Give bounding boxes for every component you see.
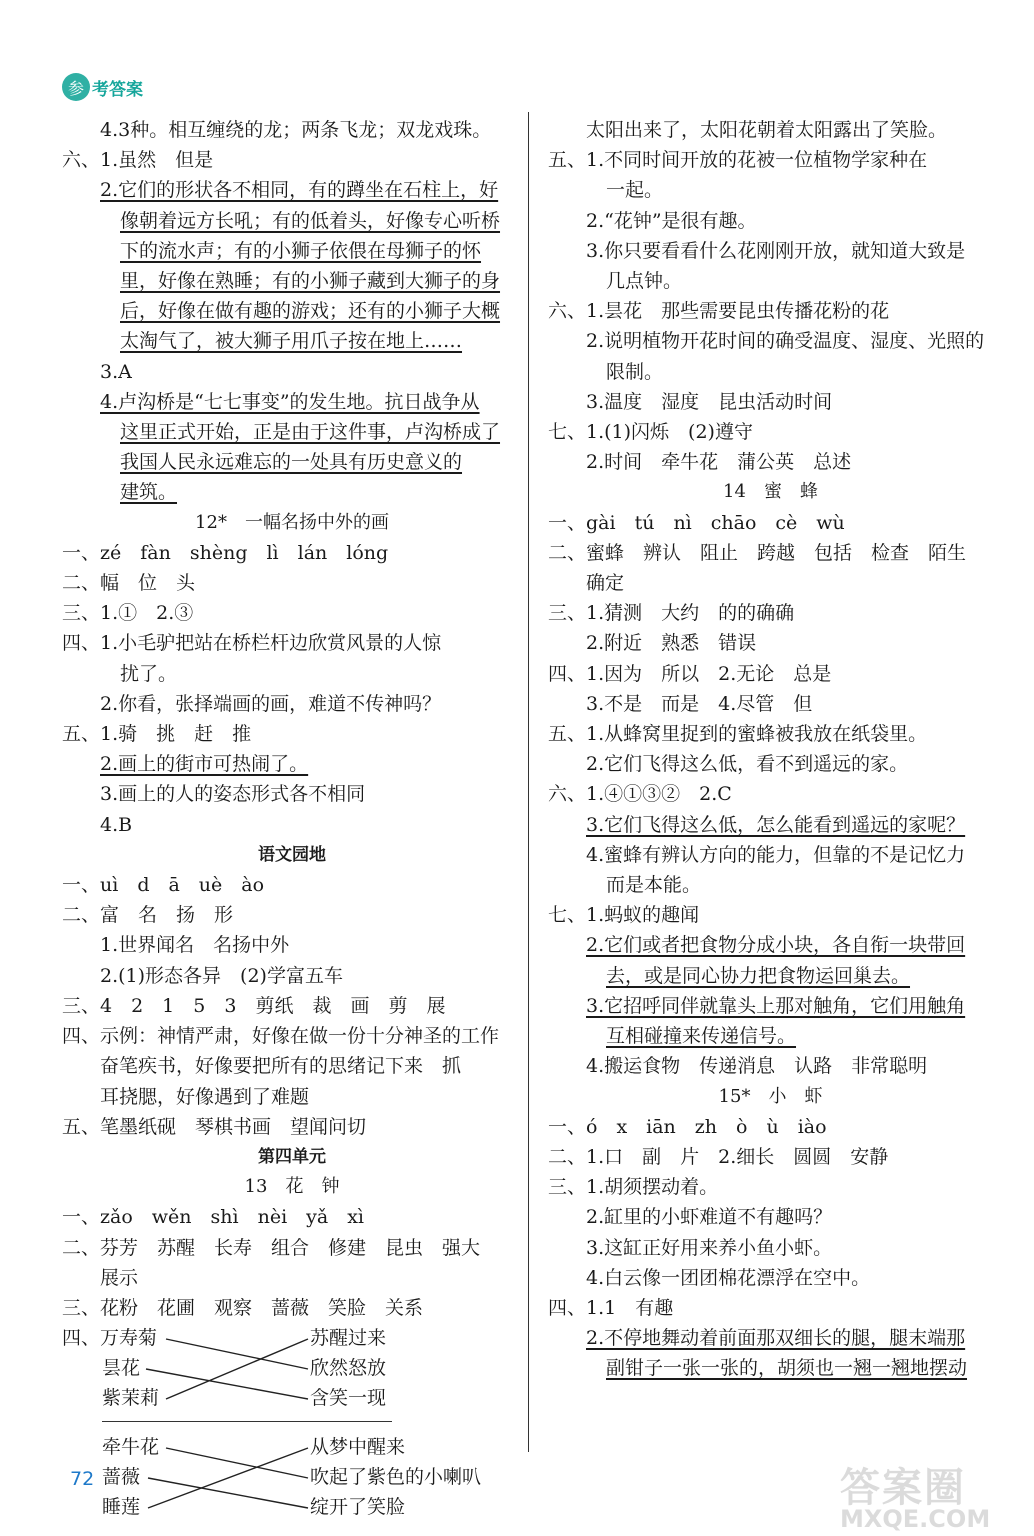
matching-exercise-2	[62, 1432, 522, 1522]
answer-line: 2.“花钟”是很有趣。	[586, 209, 757, 232]
answer-line: 4.卢沟桥是“七七事变”的发生地。抗日战争从	[100, 390, 480, 413]
matching-exercise-1	[62, 1323, 522, 1413]
answer-line: 3.你只要看看什么花刚刚开放，就知道大致是	[586, 239, 966, 262]
answer-line: 4.B	[100, 813, 133, 836]
answer-line: 2.(1)形态各异 (2)学富五车	[100, 964, 343, 987]
match-right-item: 从梦中醒来	[310, 1436, 406, 1459]
answer-line: 2.不停地舞动着前面那双细长的腿，腿末端那	[586, 1327, 966, 1350]
answer-line: 五、1.从蜂窝里捉到的蜜蜂被我放在纸袋里。	[548, 723, 928, 746]
answer-line: 二、幅 位 头	[62, 572, 196, 595]
match-left-item: 四、万寿菊	[62, 1327, 158, 1350]
answer-line: 3.这缸正好用来养小鱼小虾。	[586, 1236, 833, 1259]
answer-line: 一、uì d ā uè ào	[62, 874, 265, 897]
match-left-item: 昙花	[102, 1357, 141, 1380]
answer-line: 六、1.④①③② 2.C	[548, 783, 732, 806]
left-column	[62, 115, 522, 1522]
match-right-item: 绽开了笑脸	[310, 1496, 406, 1519]
answer-line: 一、gài tú nì chāo cè wù	[548, 511, 845, 534]
answer-line: 2.说明植物开花时间的确受温度、湿度、光照的	[586, 330, 985, 353]
match-right-item: 欣然怒放	[310, 1357, 387, 1380]
answer-line: 二、芬芳 苏醒 长寿 组合 修建 昆虫 强大	[62, 1236, 481, 1259]
answer-line: 3.画上的人的姿态形式各不相同	[100, 783, 366, 806]
match-right-item: 吹起了紫色的小喇叭	[310, 1466, 482, 1489]
answer-line: 二、1.口 副 片 2.细长 圆圆 安静	[548, 1145, 889, 1168]
answer-line: 下的流水声；有的小狮子依偎在母狮子的怀	[120, 239, 482, 262]
answer-line: 而是本能。	[606, 874, 702, 897]
answer-line: 这里正式开始，正是由于这件事，卢沟桥成了	[120, 421, 501, 444]
separator-line	[102, 1421, 392, 1422]
answer-line: 一、zé fàn shèng lì lán lóng	[62, 541, 389, 564]
answer-line: 三、1.猜测 大约 的的确确	[548, 602, 795, 625]
match-left-item: 睡莲	[102, 1496, 141, 1519]
answer-line: 3.不是 而是 4.尽管 但	[586, 692, 813, 715]
answer-line: 3.A	[100, 360, 132, 383]
answer-line: 2.它们飞得这么低，看不到遥远的家。	[586, 753, 909, 776]
lesson-title: 13 花 钟	[244, 1176, 340, 1198]
match-right-item: 含笑一现	[310, 1387, 387, 1410]
answer-line: 1.世界闻名 名扬中外	[100, 934, 290, 957]
watermark-logo	[840, 1456, 1010, 1536]
answer-line: 二、富 名 扬 形	[62, 904, 234, 927]
answer-line: 4.3种。相互缠绕的龙；两条飞龙；双龙戏珠。	[100, 119, 492, 141]
answer-line: 七、1.(1)闪烁 (2)遵守	[548, 421, 753, 444]
answer-line: 3.温度 湿度 昆虫活动时间	[586, 390, 833, 413]
answer-line: 几点钟。	[606, 270, 683, 293]
section-title: 语文园地	[258, 844, 326, 865]
answer-line: 六、1.昙花 那些需要昆虫传播花粉的花	[548, 300, 890, 323]
lesson-title: 12* 一幅名扬中外的画	[195, 511, 389, 533]
answer-line: 4.白云像一团团棉花漂浮在空中。	[586, 1266, 871, 1289]
answer-line: 2.缸里的小虾难道不有趣吗？	[586, 1206, 833, 1229]
match-left-item: 蔷薇	[102, 1466, 141, 1489]
answer-line: 2.画上的街市可热闹了。	[100, 753, 309, 776]
answer-line: 四、1.因为 所以 2.无论 总是	[548, 662, 832, 685]
answer-line: 4.搬运食物 传递消息 认路 非常聪明	[586, 1055, 928, 1078]
page-number: 72	[70, 1468, 95, 1490]
lesson-title: 14 蜜 蜂	[723, 481, 818, 503]
answer-line: 五、1.不同时间开放的花被一位植物学家种在	[548, 149, 928, 172]
match-left-item: 牵牛花	[102, 1436, 160, 1459]
match-left-item: 紫茉莉	[102, 1387, 160, 1410]
answer-line: 像朝着远方长吼；有的低着头，好像专心听桥	[120, 209, 501, 232]
answer-key-header	[62, 72, 143, 102]
answer-line: 2.它们或者把食物分成小块，各自衔一块带回	[586, 934, 966, 957]
column-divider	[528, 112, 529, 1452]
answer-line: 去，或是同心协力把食物运回巢去。	[606, 964, 911, 987]
answer-line: 三、1.胡须摆动着。	[548, 1176, 719, 1199]
match-right-item: 苏醒过来	[310, 1327, 387, 1350]
answer-line: 奋笔疾书，好像要把所有的思绪记下来 抓	[100, 1055, 462, 1078]
answer-line: 耳挠腮，好像遇到了难题	[100, 1085, 310, 1108]
answer-line: 三、4 2 1 5 3 剪纸 裁 画 剪 展	[62, 994, 446, 1017]
answer-line: 三、1.① 2.③	[62, 602, 194, 625]
answer-line: 建筑。	[120, 481, 178, 504]
answer-line: 里，好像在熟睡；有的小狮子藏到大狮子的身	[120, 270, 501, 293]
answer-line: 2.你看，张择端画的画，难道不传神吗？	[100, 692, 442, 715]
lesson-title: 15* 小 虾	[718, 1085, 823, 1107]
answer-line: 四、示例：神情严肃，好像在做一份十分神圣的工作	[62, 1025, 500, 1048]
answer-line: 确定	[586, 572, 625, 595]
answer-line: 五、1.骑 挑 赶 推	[62, 723, 252, 746]
answer-line: 太阳出来了，太阳花朝着太阳露出了笑脸。	[586, 119, 948, 141]
answer-line: 三、花粉 花圃 观察 蔷薇 笑脸 关系	[62, 1296, 424, 1319]
answer-line: 3.它们飞得这么低，怎么能看到遥远的家呢？	[586, 813, 966, 836]
answer-line: 我国人民永远难忘的一处具有历史意义的	[120, 451, 463, 474]
answer-line: 3.它招呼同伴就靠头上那对触角，它们用触角	[586, 994, 966, 1017]
matching-lines-2	[62, 1432, 492, 1522]
answer-line: 二、蜜蜂 辨认 阻止 跨越 包括 检查 陌生	[548, 541, 967, 564]
header-title: 考答案	[92, 79, 143, 100]
answer-line: 一、ó x iān zh ò ù iào	[548, 1115, 827, 1138]
unit-title: 第四单元	[258, 1146, 326, 1167]
answer-line: 2.附近 熟悉 错误	[586, 632, 757, 655]
answer-line: 展示	[100, 1266, 139, 1289]
right-column	[548, 115, 993, 1384]
header-badge-icon: 参	[62, 73, 90, 101]
answer-line: 一起。	[606, 179, 664, 202]
answer-line: 四、1.小毛驴把站在桥栏杆边欣赏风景的人惊	[62, 632, 442, 655]
answer-line: 副钳子一张一张的，胡须也一翘一翘地摆动	[606, 1357, 968, 1380]
matching-lines-1	[62, 1323, 462, 1413]
answer-line: 2.时间 牵牛花 蒲公英 总述	[586, 451, 852, 474]
watermark-text: 答案圈	[840, 1465, 966, 1511]
answer-line: 四、1.1 有趣	[548, 1296, 674, 1319]
answer-line: 五、笔墨纸砚 琴棋书画 望闻问切	[62, 1115, 367, 1138]
answer-line: 2.它们的形状各不相同，有的蹲坐在石柱上，好	[100, 179, 499, 202]
answer-line: 六、1.虽然 但是	[62, 149, 214, 172]
answer-line: 一、zǎo wěn shì nèi yǎ xì	[62, 1206, 364, 1229]
watermark-url: MXQE.COM	[840, 1505, 991, 1533]
answer-line: 4.蜜蜂有辨认方向的能力，但靠的不是记忆力	[586, 843, 966, 866]
answer-line: 限制。	[606, 360, 664, 383]
answer-line: 互相碰撞来传递信号。	[606, 1025, 797, 1048]
answer-line: 后，好像在做有趣的游戏；还有的小狮子大概	[120, 300, 501, 323]
answer-line: 扰了。	[120, 662, 178, 685]
answer-line: 七、1.蚂蚁的趣闻	[548, 904, 700, 927]
answer-line: 太淘气了，被大狮子用爪子按在地上……	[120, 330, 463, 353]
